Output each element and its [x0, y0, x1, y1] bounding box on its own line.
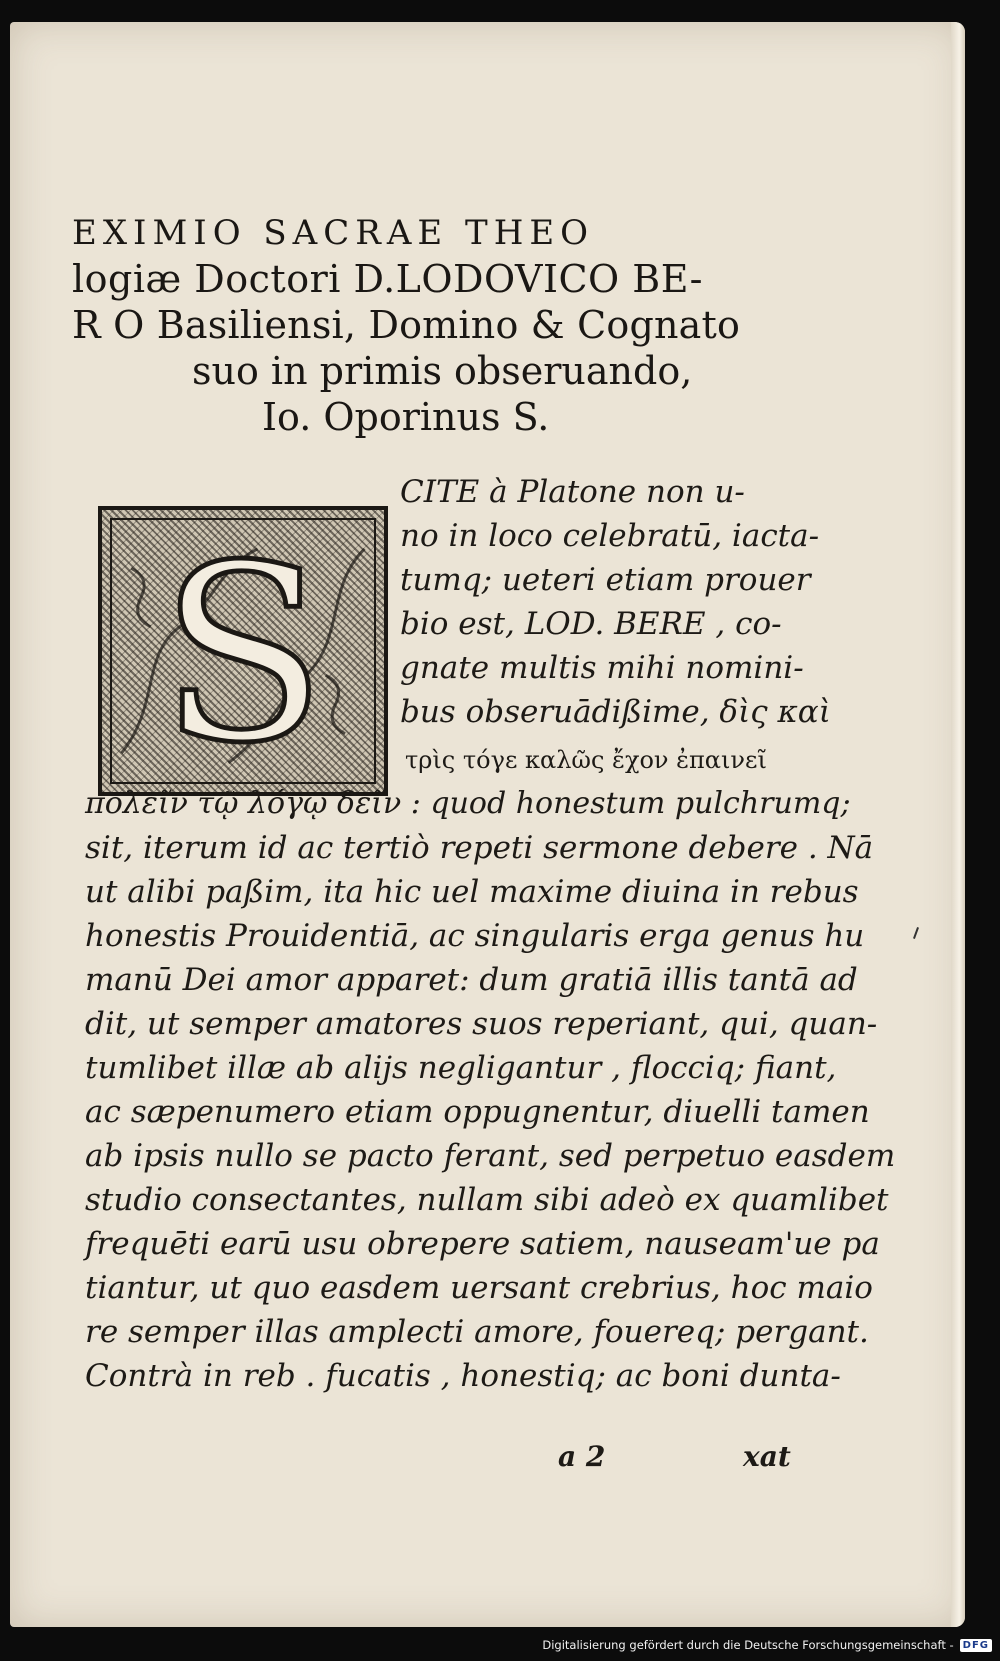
initial-letter: S — [159, 513, 327, 792]
text-line: bio est, LOD. BERE , co- — [400, 606, 782, 642]
text-line: CITE à Platone non u- — [400, 474, 745, 510]
text-line: tiantur, ut quo easdem uersant crebrius, hoc maio — [85, 1270, 873, 1306]
book-page — [10, 22, 965, 1627]
text-line: ab ipsis nullo se pacto ferant, sed perpetuo easdem — [85, 1138, 896, 1174]
text-line: gnate multis mihi nomini- — [400, 650, 804, 686]
text-line: honestis Prouidentiā, ac singularis erga genus hu — [85, 918, 865, 954]
text-line: manū Dei amor apparet: dum gratiā illis tantā ad — [85, 962, 858, 998]
decorated-initial-s — [98, 506, 388, 796]
page-edge — [951, 22, 965, 1627]
text-line: bus obseruādißime, δὶς καὶ — [400, 694, 831, 730]
heading-line-5: Io. Oporinus S. — [262, 395, 550, 439]
text-line: tumlibet illæ ab aliјs negligantur , flocciq; fiant, — [85, 1050, 837, 1086]
digitization-credit — [542, 1636, 992, 1654]
text-line: no in loco celebratū, iacta- — [400, 518, 820, 554]
text-line: Contrà in reb . fucatis , honestiq; ac boni dunta- — [85, 1358, 841, 1394]
text-line: sit, iterum id ac tertiò repeti sermone debere . Nā — [85, 830, 874, 866]
heading-line-3: R O Basiliensi, Domino & Cognato — [72, 303, 741, 347]
dfg-logo: DFG — [960, 1639, 992, 1652]
text-line: frequēti earū usu obrepere satiem, nauseam'ue pa — [85, 1226, 880, 1262]
text-line: studio consectantes, nullam sibi adeò ex quamlibet — [85, 1182, 889, 1218]
text-line: tumq; ueteri etiam prouer — [400, 562, 811, 598]
text-line: dit, ut semper amatores suos reperiant, qui, quan- — [85, 1006, 878, 1042]
heading-line-4: suo in primis obseruando, — [192, 349, 693, 393]
text-line: πολεῖν τῷ λόγῳ δεῖν : quod honestum pulchrumq; — [85, 786, 851, 821]
text-line: re semper illas amplecti amore, fouereq; pergant. — [85, 1314, 869, 1350]
catchword: xat — [743, 1440, 791, 1473]
margin-mark — [913, 927, 919, 939]
credit-text: Digitalisierung gefördert durch die Deutsche Forschungsgemeinschaft - — [542, 1638, 954, 1652]
heading-line-1: EXIMIO SACRAE THEO — [72, 213, 595, 253]
foliage-ornament — [102, 510, 384, 792]
dedication-heading — [72, 210, 792, 440]
text-line: ut alibi paßim, ita hic uel maxime diuina in rebus — [85, 874, 859, 910]
heading-line-2: logiæ Doctori D.LODOVICO BE- — [72, 257, 703, 301]
signature-mark: a 2 — [558, 1440, 606, 1473]
text-line: ac sæpenumero etiam oppugnentur, diuelli tamen — [85, 1094, 870, 1130]
text-line-greek: τρὶς τόγε καλῶς ἔχον ἐπαινεῖ — [405, 746, 767, 774]
